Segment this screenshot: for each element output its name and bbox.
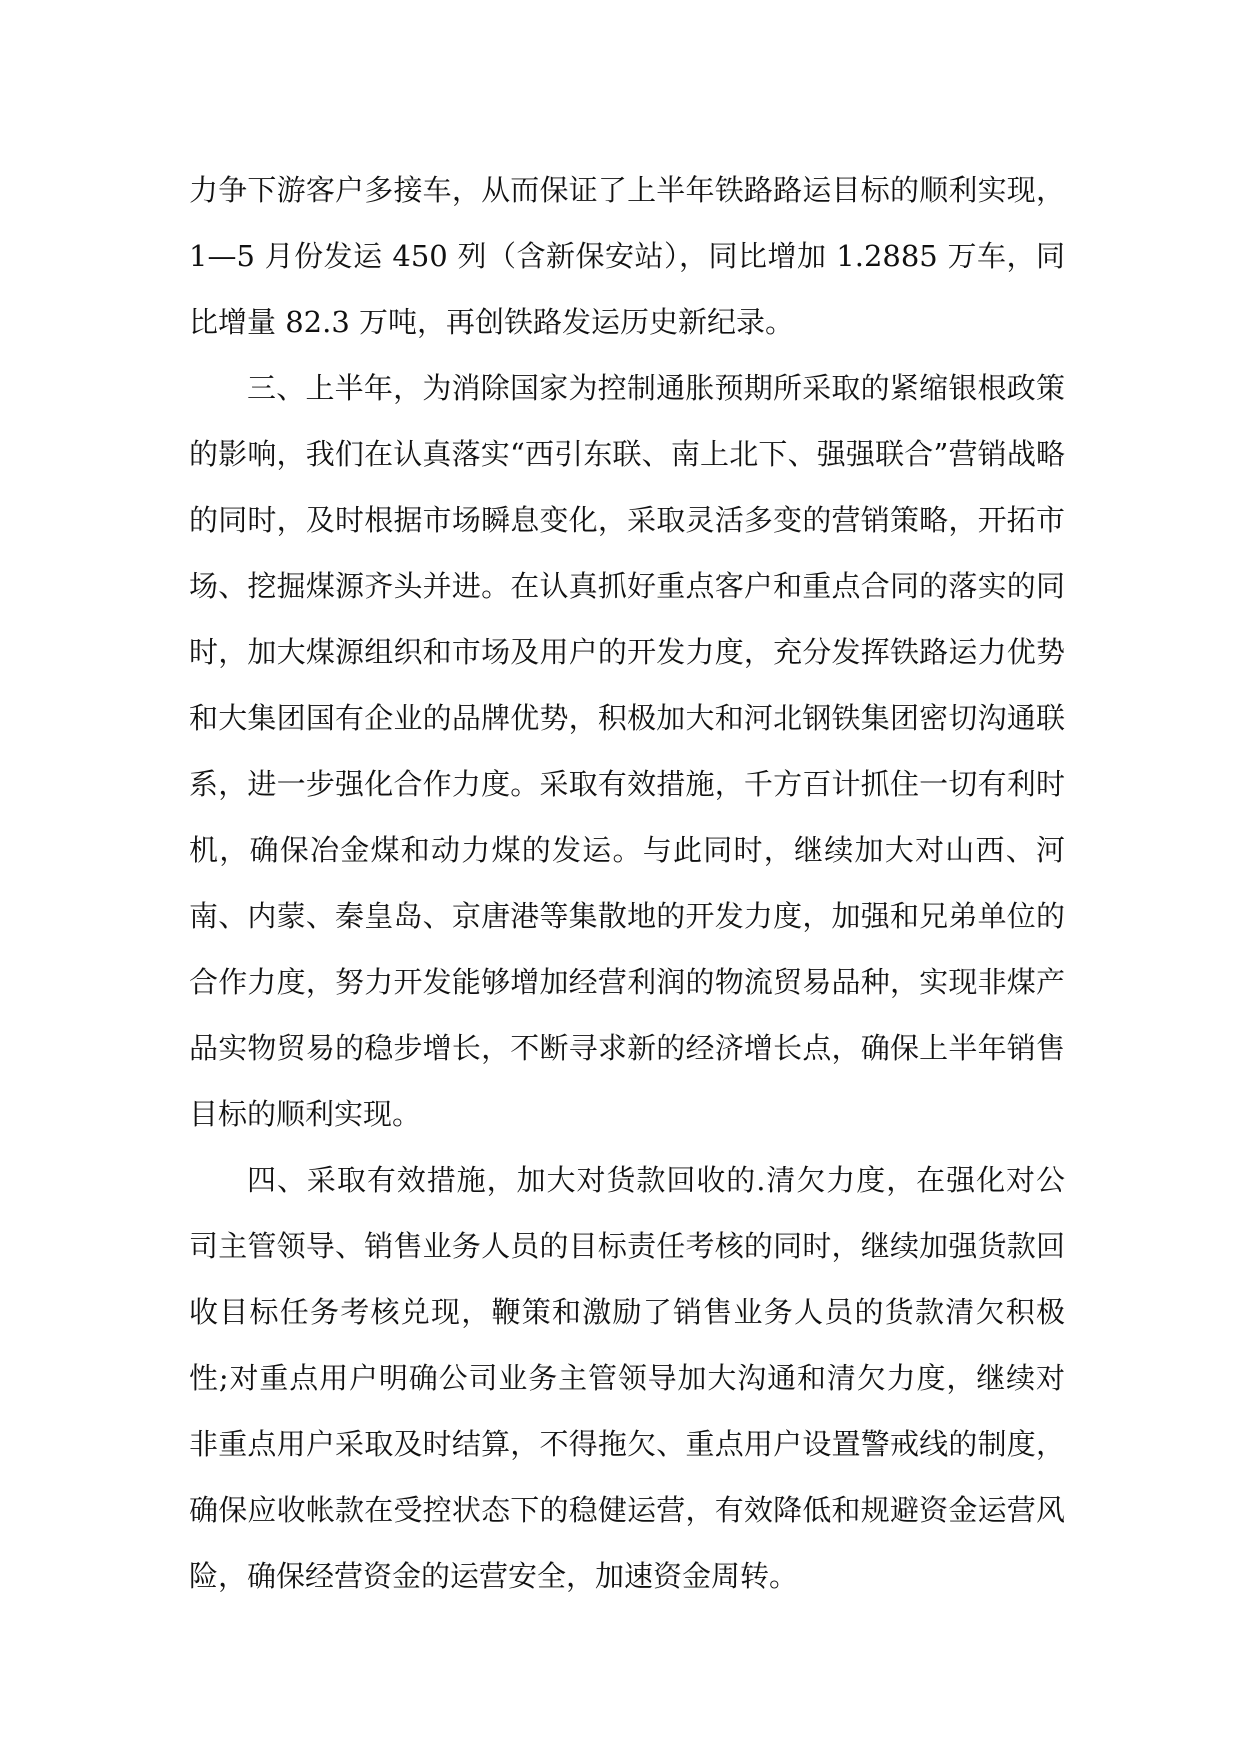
document-body: [189, 157, 1065, 1609]
paragraph-railway-shipping: 力争下游客户多接车，从而保证了上半年铁路路运目标的顺利实现，1—5 月份发运 450 列（含新保安站），同比增加 1.2885 万车，同比增量 82.3 万吨，再创铁路发运历史新纪录。: [189, 173, 1065, 339]
paragraph-section-three-marketing: 三、上半年，为消除国家为控制通胀预期所采取的紧缩银根政策的影响，我们在认真落实“西引东联、南上北下、强强联合”营销战略的同时，及时根据市场瞬息变化，采取灵活多变的营销策略，开拓市场、挖掘煤源齐头并进。在认真抓好重点客户和重点合同的落实的同时，加大煤源组织和市场及用户的开发力度，充分发挥铁路运力优势和大集团国有企业的品牌优势，积极加大和河北钢铁集团密切沟通联系，进一步强化合作力度。采取有效措施，千方百计抓住一切有利时机，确保冶金煤和动力煤的发运。与此同时，继续加大对山西、河南、内蒙、秦皇岛、京唐港等集散地的开发力度，加强和兄弟单位的合作力度，努力开发能够增加经营利润的物流贸易品种，实现非煤产品实物贸易的稳步增长，不断寻求新的经济增长点，确保上半年销售目标的顺利实现。: [189, 371, 1065, 1131]
paragraph-section-four-payment-collection: 四、采取有效措施，加大对货款回收的.清欠力度，在强化对公司主管领导、销售业务人员的目标责任考核的同时，继续加强货款回收目标任务考核兑现，鞭策和激励了销售业务人员的货款清欠积极性;对重点用户明确公司业务主管领导加大沟通和清欠力度，继续对非重点用户采取及时结算，不得拖欠、重点用户设置警戒线的制度，确保应收帐款在受控状态下的稳健运营，有效降低和规避资金运营风险，确保经营资金的运营安全，加速资金周转。: [189, 1163, 1065, 1593]
